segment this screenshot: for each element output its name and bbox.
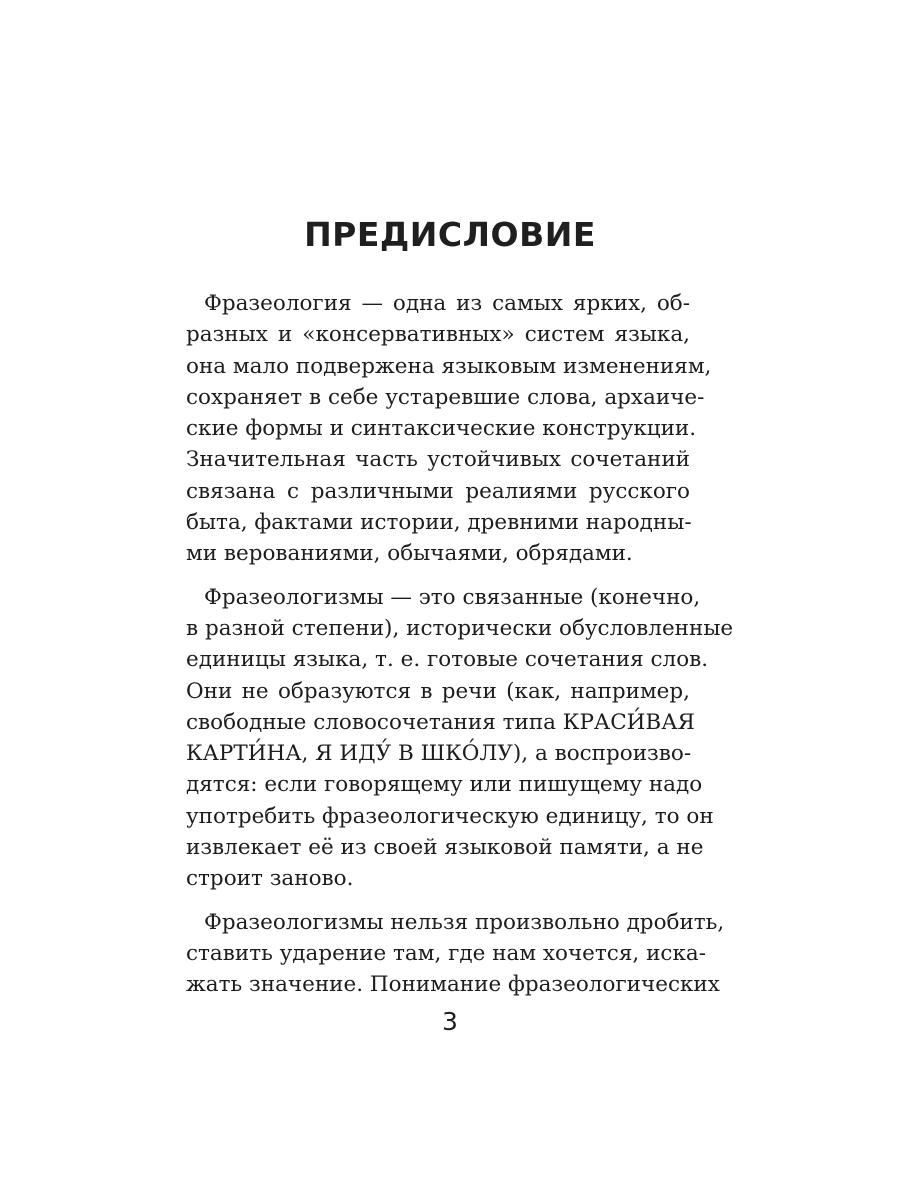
text-line: жать значение. Понимание фразеологических: [186, 972, 720, 998]
text-line: ские формы и синтаксические конструкции.: [186, 416, 697, 442]
text-line: КАРТИ́НА, Я ИДУ́ В ШКО́ЛУ), а воспроизво-: [186, 741, 692, 767]
paragraph-2: [186, 582, 734, 895]
text-line: ми верованиями, обычаями, обрядами.: [186, 541, 633, 567]
paragraph-3: [186, 907, 725, 1001]
text-line: дятся: если говорящему или пишущему надо: [186, 772, 703, 798]
text-line: Фразеология — одна из самых ярких, об-: [204, 291, 690, 316]
text-line: Фразеологизмы нельзя произвольно дробить,: [204, 909, 725, 935]
text-line: Они не образуются в речи (как, например,: [186, 678, 690, 704]
text-line: разных и «консервативных» систем языка,: [186, 322, 690, 348]
body-text: [186, 288, 734, 1013]
text-line: употребить фразеологическую единицу, то он: [186, 803, 714, 829]
text-line: единицы языка, т. е. готовые сочетания слов.: [186, 647, 709, 673]
page-number: 3: [442, 1007, 458, 1036]
text-line: связана с различными реалиями русского: [186, 478, 690, 504]
text-line: она мало подвержена языковым изменениям,: [186, 353, 712, 379]
text-line: в разной степени), исторически обусловленные: [186, 615, 734, 641]
text-line: сохраняет в себе устаревшие слова, архаиче-: [186, 384, 705, 410]
text-line: Значительная часть устойчивых сочетаний: [186, 447, 690, 473]
text-line: ставить ударение там, где нам хочется, иска-: [186, 940, 706, 966]
paragraph-1: [186, 288, 712, 570]
text-line: быта, фактами истории, древними народны-: [186, 510, 692, 536]
text-line: извлекает её из своей языковой памяти, а не: [186, 835, 704, 861]
page-title: ПРЕДИСЛОВИЕ: [304, 215, 596, 254]
text-line: строит заново.: [186, 866, 354, 892]
text-line: свободные словосочетания типа КРАСИ́ВАЯ: [186, 709, 695, 735]
text-line: Фразеологизмы — это связанные (конечно,: [204, 584, 701, 610]
